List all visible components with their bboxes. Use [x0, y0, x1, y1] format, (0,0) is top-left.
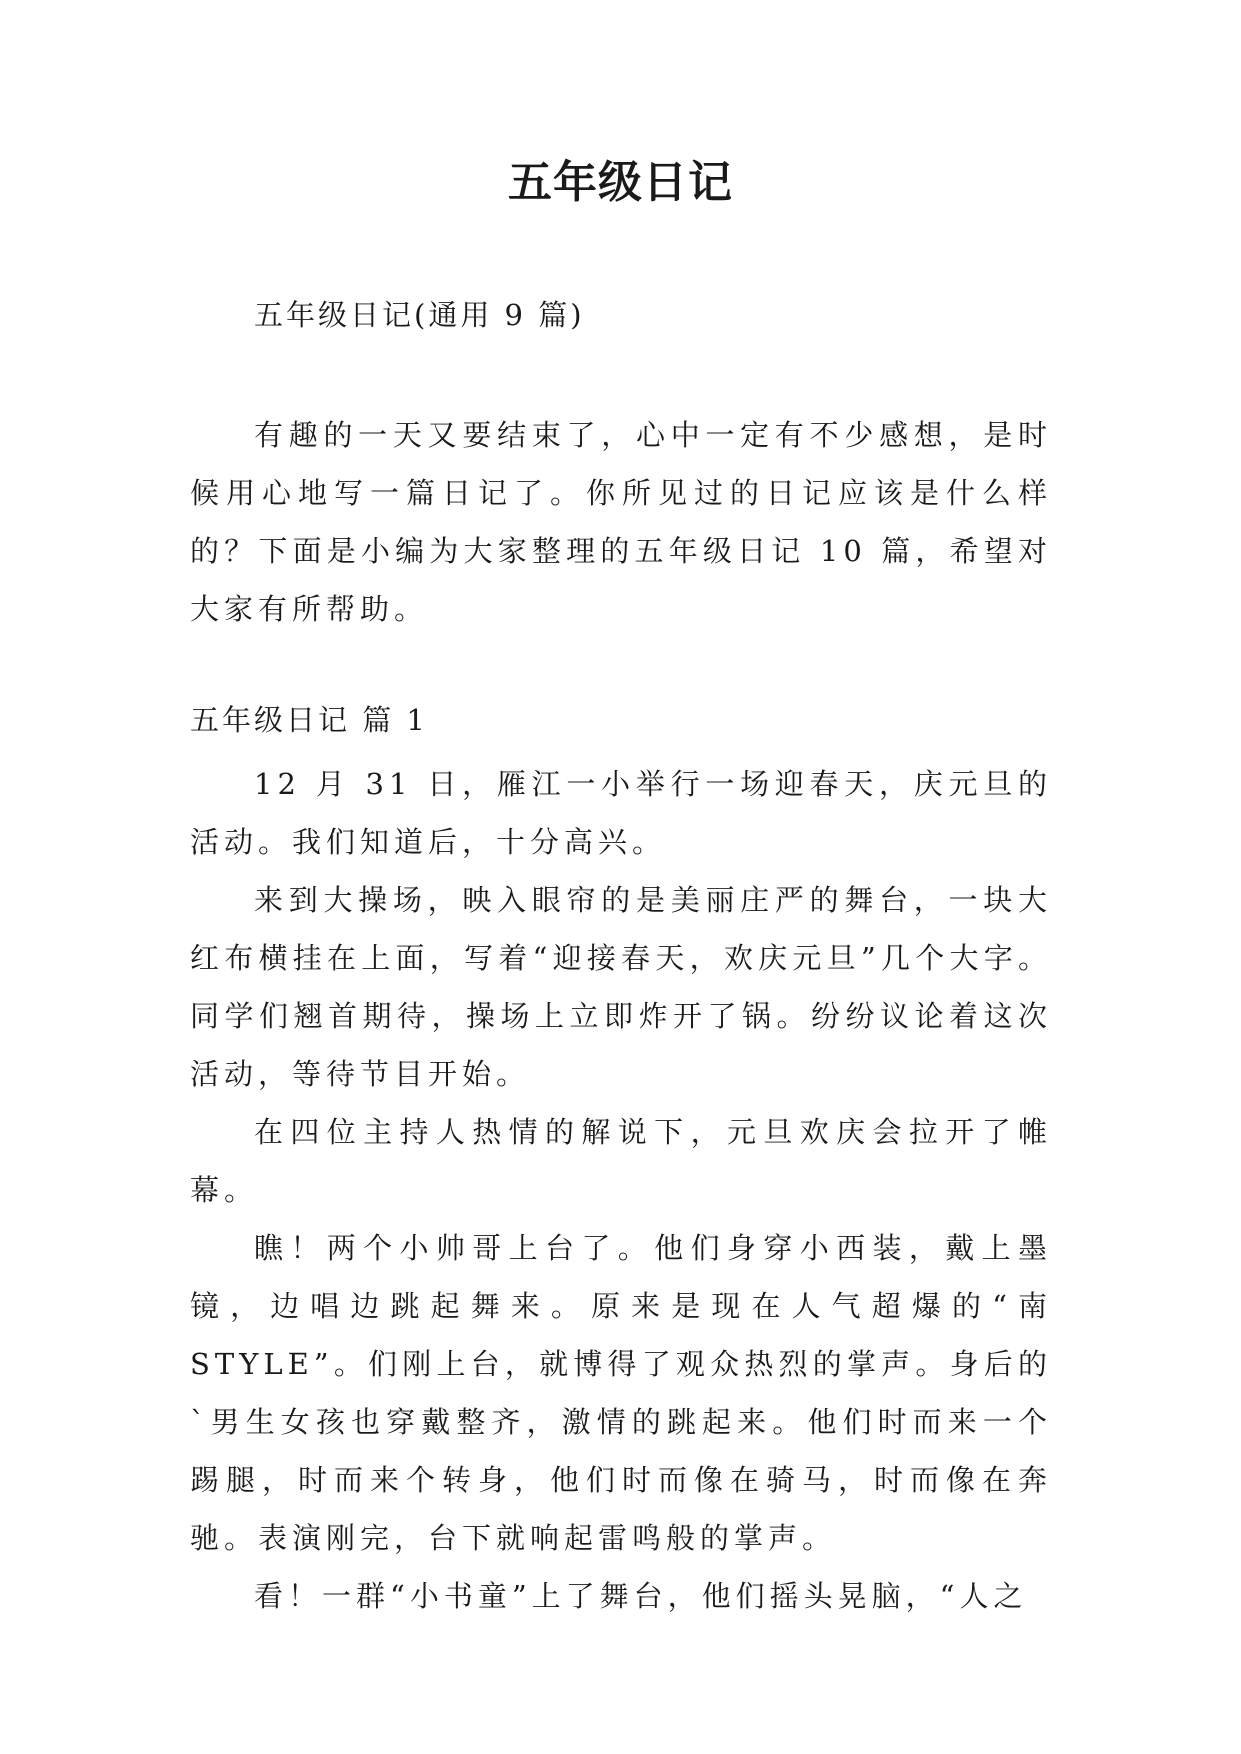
intro-paragraph: 有趣的一天又要结束了，心中一定有不少感想，是时候用心地写一篇日记了。你所见过的日记应该是什么样的？下面是小编为大家整理的五年级日记 10 篇，希望对大家有所帮助。 [190, 418, 1052, 626]
section-heading: 五年级日记 篇 1 [190, 703, 428, 737]
document-title: 五年级日记 [508, 157, 733, 208]
paragraph: 来到大操场，映入眼帘的是美丽庄严的舞台，一块大红布横挂在上面，写着“迎接春天，欢庆元旦”几个大字。同学们翘首期待，操场上立即炸开了锅。纷纷议论着这次活动，等待节目开始。 [190, 883, 1052, 1091]
paragraph: 在四位主持人热情的解说下，元旦欢庆会拉开了帷幕。 [190, 1115, 1052, 1207]
paragraph: 12 月 31 日，雁江一小举行一场迎春天，庆元旦的活动。我们知道后，十分高兴。 [190, 767, 1052, 859]
document-subtitle: 五年级日记(通用 9 篇) [254, 298, 585, 332]
diary-entry-body [190, 755, 1052, 1625]
paragraph: 瞧！两个小帅哥上台了。他们身穿小西装，戴上墨镜，边唱边跳起舞来。原来是现在人气超爆的“南 STYLE”。们刚上台，就博得了观众热烈的掌声。身后的`男生女孩也穿戴整齐，激情的跳起来。他们时而来一个踢腿，时而来个转身，他们时而像在骑马，时而像在奔驰。表演刚完，台下就响起雷鸣般的掌声。 [190, 1231, 1052, 1555]
paragraph: 看！一群“小书童”上了舞台，他们摇头晃脑，“人之 [254, 1579, 1028, 1613]
